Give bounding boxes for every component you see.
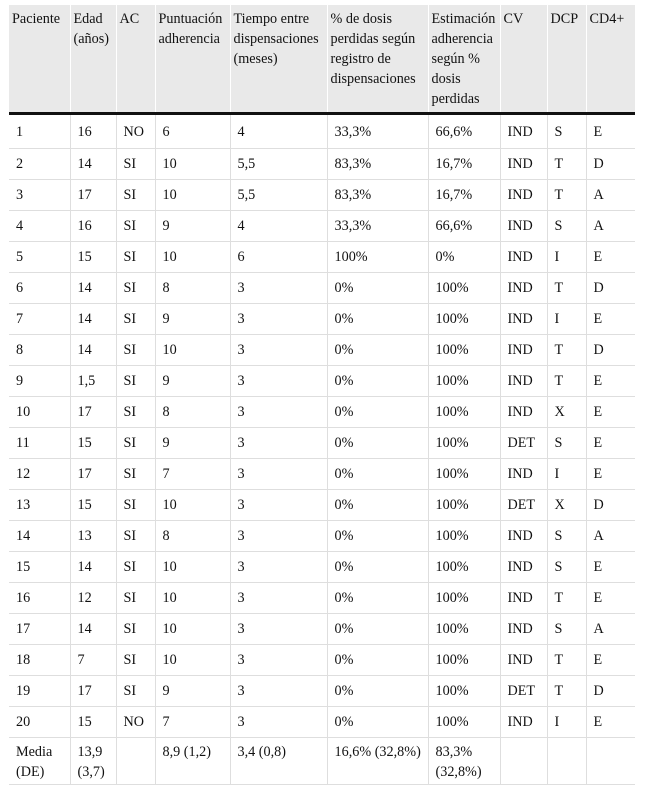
col-cd4-cell: D <box>586 149 635 180</box>
col-estimacion-cell: 100% <box>428 397 500 428</box>
col-paciente-cell: 3 <box>9 180 70 211</box>
col-cd4-cell: E <box>586 428 635 459</box>
col-tiempo-cell: 4 <box>230 211 327 242</box>
col-paciente-cell: 14 <box>9 521 70 552</box>
col-cv-header: CV <box>500 5 547 114</box>
col-tiempo-cell: 3 <box>230 614 327 645</box>
table-row <box>9 459 635 490</box>
col-estimacion-cell: 100% <box>428 428 500 459</box>
col-edad-header: Edad (años) <box>70 5 116 114</box>
col-estimacion-cell: 16,7% <box>428 180 500 211</box>
col-tiempo-cell: 3 <box>230 335 327 366</box>
col-tiempo-cell: 3 <box>230 397 327 428</box>
table-row <box>9 180 635 211</box>
col-puntuacion-cell: 10 <box>155 490 230 521</box>
col-puntuacion-cell: 10 <box>155 614 230 645</box>
col-dosis-perdidas-cell: 83,3% <box>327 180 428 211</box>
col-ac-cell: SI <box>116 614 155 645</box>
col-puntuacion-cell: 10 <box>155 645 230 676</box>
col-dosis-perdidas-cell: 0% <box>327 676 428 707</box>
col-cv-cell: IND <box>500 211 547 242</box>
col-estimacion-cell: 100% <box>428 521 500 552</box>
col-estimacion-cell: 100% <box>428 335 500 366</box>
col-ac-cell: SI <box>116 366 155 397</box>
col-dosis-perdidas-cell: 0% <box>327 552 428 583</box>
col-tiempo-cell: 3 <box>230 366 327 397</box>
col-cv-cell: IND <box>500 242 547 273</box>
col-cv-cell: DET <box>500 676 547 707</box>
col-edad-cell: 14 <box>70 552 116 583</box>
col-paciente-cell: 9 <box>9 366 70 397</box>
col-dosis-perdidas-cell: 100% <box>327 242 428 273</box>
col-tiempo-cell: 3 <box>230 645 327 676</box>
col-cd4-cell: A <box>586 180 635 211</box>
table-row <box>9 366 635 397</box>
col-dosis-perdidas-cell: 0% <box>327 459 428 490</box>
col-dcp-cell: T <box>547 676 586 707</box>
col-ac-cell: SI <box>116 521 155 552</box>
col-estimacion-cell: 100% <box>428 707 500 738</box>
col-cd4-header: CD4+ <box>586 5 635 114</box>
col-dcp-cell: S <box>547 552 586 583</box>
col-ac-cell: SI <box>116 335 155 366</box>
col-cd4-summary-cell <box>586 738 635 785</box>
table-row <box>9 242 635 273</box>
col-tiempo-cell: 3 <box>230 521 327 552</box>
col-cd4-cell: D <box>586 676 635 707</box>
col-estimacion-cell: 0% <box>428 242 500 273</box>
col-cv-cell: IND <box>500 366 547 397</box>
col-paciente-cell: 17 <box>9 614 70 645</box>
table-row <box>9 676 635 707</box>
col-ac-cell: SI <box>116 180 155 211</box>
col-cd4-cell: D <box>586 335 635 366</box>
col-estimacion-cell: 100% <box>428 459 500 490</box>
col-dosis-perdidas-cell: 83,3% <box>327 149 428 180</box>
col-puntuacion-cell: 10 <box>155 149 230 180</box>
patient-adherence-table <box>9 5 635 785</box>
col-ac-cell: SI <box>116 645 155 676</box>
col-dcp-cell: S <box>547 614 586 645</box>
col-dcp-cell: I <box>547 242 586 273</box>
col-estimacion-cell: 66,6% <box>428 211 500 242</box>
col-cd4-cell: D <box>586 273 635 304</box>
col-ac-cell: SI <box>116 273 155 304</box>
col-ac-cell: SI <box>116 552 155 583</box>
col-dosis-perdidas-cell: 0% <box>327 490 428 521</box>
col-cv-cell: IND <box>500 645 547 676</box>
col-dcp-cell: T <box>547 645 586 676</box>
col-edad-cell: 14 <box>70 304 116 335</box>
col-edad-cell: 15 <box>70 428 116 459</box>
col-dcp-cell: T <box>547 273 586 304</box>
col-paciente-cell: 2 <box>9 149 70 180</box>
col-tiempo-cell: 5,5 <box>230 180 327 211</box>
col-edad-cell: 15 <box>70 707 116 738</box>
col-tiempo-cell: 3 <box>230 459 327 490</box>
col-puntuacion-cell: 10 <box>155 335 230 366</box>
col-ac-cell: SI <box>116 242 155 273</box>
col-dcp-cell: I <box>547 707 586 738</box>
col-cv-cell: IND <box>500 304 547 335</box>
col-cd4-cell: E <box>586 397 635 428</box>
col-paciente-cell: 19 <box>9 676 70 707</box>
col-cd4-cell: A <box>586 211 635 242</box>
col-puntuacion-cell: 10 <box>155 552 230 583</box>
table-row <box>9 211 635 242</box>
col-cd4-cell: E <box>586 366 635 397</box>
col-paciente-cell: 8 <box>9 335 70 366</box>
col-dosis-perdidas-cell: 0% <box>327 614 428 645</box>
header-row <box>9 5 635 114</box>
col-ac-cell: SI <box>116 397 155 428</box>
col-tiempo-cell: 3 <box>230 583 327 614</box>
col-edad-cell: 14 <box>70 335 116 366</box>
col-ac-cell: NO <box>116 707 155 738</box>
table-row <box>9 304 635 335</box>
col-cv-cell: IND <box>500 459 547 490</box>
col-tiempo-cell: 3 <box>230 676 327 707</box>
col-dosis-perdidas-summary-cell: 16,6% (32,8%) <box>327 738 428 785</box>
col-paciente-cell: 11 <box>9 428 70 459</box>
col-dosis-perdidas-cell: 0% <box>327 366 428 397</box>
table-row <box>9 428 635 459</box>
col-cd4-cell: E <box>586 304 635 335</box>
col-cd4-cell: A <box>586 521 635 552</box>
col-cv-summary-cell <box>500 738 547 785</box>
col-cd4-cell: D <box>586 490 635 521</box>
col-estimacion-header: Estimación adherencia según % dosis perdidas <box>428 5 500 114</box>
table-row <box>9 273 635 304</box>
col-dosis-perdidas-cell: 0% <box>327 521 428 552</box>
table-row <box>9 552 635 583</box>
table-row <box>9 490 635 521</box>
col-cd4-cell: E <box>586 114 635 149</box>
col-paciente-cell: 6 <box>9 273 70 304</box>
col-puntuacion-cell: 9 <box>155 676 230 707</box>
col-tiempo-cell: 3 <box>230 428 327 459</box>
col-dcp-cell: S <box>547 521 586 552</box>
col-edad-summary-cell: 13,9 (3,7) <box>70 738 116 785</box>
table-row <box>9 583 635 614</box>
col-edad-cell: 7 <box>70 645 116 676</box>
col-cv-cell: IND <box>500 149 547 180</box>
col-edad-cell: 1,5 <box>70 366 116 397</box>
col-tiempo-cell: 4 <box>230 114 327 149</box>
col-ac-cell: SI <box>116 149 155 180</box>
col-estimacion-cell: 100% <box>428 490 500 521</box>
col-paciente-summary-cell: Media (DE) <box>9 738 70 785</box>
col-paciente-cell: 1 <box>9 114 70 149</box>
col-dcp-cell: S <box>547 211 586 242</box>
col-estimacion-cell: 100% <box>428 304 500 335</box>
col-dcp-cell: T <box>547 335 586 366</box>
col-dosis-perdidas-header: % de dosis perdidas según registro de dispensaciones <box>327 5 428 114</box>
col-puntuacion-cell: 8 <box>155 397 230 428</box>
col-dcp-summary-cell <box>547 738 586 785</box>
col-puntuacion-cell: 9 <box>155 428 230 459</box>
col-tiempo-cell: 6 <box>230 242 327 273</box>
col-estimacion-cell: 100% <box>428 366 500 397</box>
col-dcp-cell: S <box>547 428 586 459</box>
col-cd4-cell: E <box>586 552 635 583</box>
col-ac-cell: NO <box>116 114 155 149</box>
col-paciente-cell: 7 <box>9 304 70 335</box>
col-tiempo-cell: 3 <box>230 490 327 521</box>
col-edad-cell: 14 <box>70 614 116 645</box>
col-edad-cell: 17 <box>70 180 116 211</box>
table-row <box>9 614 635 645</box>
col-dcp-cell: T <box>547 180 586 211</box>
col-ac-cell: SI <box>116 490 155 521</box>
col-cv-cell: IND <box>500 335 547 366</box>
col-puntuacion-cell: 8 <box>155 273 230 304</box>
col-dosis-perdidas-cell: 0% <box>327 335 428 366</box>
col-cd4-cell: E <box>586 459 635 490</box>
col-estimacion-cell: 100% <box>428 583 500 614</box>
col-dosis-perdidas-cell: 0% <box>327 583 428 614</box>
table-body <box>9 114 635 785</box>
col-estimacion-summary-cell: 83,3% (32,8%) <box>428 738 500 785</box>
col-ac-cell: SI <box>116 459 155 490</box>
col-estimacion-cell: 100% <box>428 273 500 304</box>
table-row <box>9 397 635 428</box>
table-row <box>9 645 635 676</box>
col-dosis-perdidas-cell: 33,3% <box>327 114 428 149</box>
col-estimacion-cell: 100% <box>428 645 500 676</box>
col-puntuacion-cell: 10 <box>155 180 230 211</box>
col-dosis-perdidas-cell: 0% <box>327 397 428 428</box>
col-edad-cell: 15 <box>70 490 116 521</box>
col-cd4-cell: E <box>586 242 635 273</box>
col-cd4-cell: E <box>586 645 635 676</box>
col-cd4-cell: E <box>586 707 635 738</box>
col-cv-cell: IND <box>500 521 547 552</box>
col-dcp-cell: T <box>547 149 586 180</box>
col-puntuacion-cell: 7 <box>155 707 230 738</box>
col-cd4-cell: A <box>586 614 635 645</box>
col-paciente-header: Paciente <box>9 5 70 114</box>
col-dosis-perdidas-cell: 0% <box>327 304 428 335</box>
col-tiempo-cell: 3 <box>230 273 327 304</box>
col-paciente-cell: 5 <box>9 242 70 273</box>
col-ac-cell: SI <box>116 211 155 242</box>
col-puntuacion-cell: 9 <box>155 366 230 397</box>
col-puntuacion-summary-cell: 8,9 (1,2) <box>155 738 230 785</box>
col-cv-cell: IND <box>500 114 547 149</box>
col-puntuacion-cell: 8 <box>155 521 230 552</box>
table-row <box>9 149 635 180</box>
col-cv-cell: IND <box>500 552 547 583</box>
col-estimacion-cell: 100% <box>428 614 500 645</box>
col-tiempo-header: Tiempo entre dispensaciones (meses) <box>230 5 327 114</box>
col-dcp-cell: S <box>547 114 586 149</box>
col-tiempo-summary-cell: 3,4 (0,8) <box>230 738 327 785</box>
col-estimacion-cell: 16,7% <box>428 149 500 180</box>
col-paciente-cell: 16 <box>9 583 70 614</box>
col-estimacion-cell: 100% <box>428 552 500 583</box>
summary-row <box>9 738 635 785</box>
col-edad-cell: 17 <box>70 397 116 428</box>
col-edad-cell: 13 <box>70 521 116 552</box>
col-paciente-cell: 4 <box>9 211 70 242</box>
col-dcp-cell: X <box>547 490 586 521</box>
col-dcp-header: DCP <box>547 5 586 114</box>
col-dcp-cell: I <box>547 459 586 490</box>
table-row <box>9 114 635 149</box>
col-tiempo-cell: 3 <box>230 707 327 738</box>
col-dcp-cell: X <box>547 397 586 428</box>
col-puntuacion-cell: 10 <box>155 583 230 614</box>
col-dcp-cell: I <box>547 304 586 335</box>
col-paciente-cell: 18 <box>9 645 70 676</box>
col-ac-cell: SI <box>116 583 155 614</box>
table-row <box>9 521 635 552</box>
col-edad-cell: 17 <box>70 676 116 707</box>
col-estimacion-cell: 66,6% <box>428 114 500 149</box>
col-dosis-perdidas-cell: 33,3% <box>327 211 428 242</box>
col-edad-cell: 15 <box>70 242 116 273</box>
col-ac-cell: SI <box>116 428 155 459</box>
col-dosis-perdidas-cell: 0% <box>327 645 428 676</box>
col-puntuacion-cell: 9 <box>155 211 230 242</box>
col-cv-cell: IND <box>500 180 547 211</box>
col-dosis-perdidas-cell: 0% <box>327 428 428 459</box>
col-paciente-cell: 13 <box>9 490 70 521</box>
col-puntuacion-cell: 9 <box>155 304 230 335</box>
col-cv-cell: IND <box>500 583 547 614</box>
col-edad-cell: 14 <box>70 273 116 304</box>
col-ac-cell: SI <box>116 304 155 335</box>
col-estimacion-cell: 100% <box>428 676 500 707</box>
col-paciente-cell: 20 <box>9 707 70 738</box>
col-ac-summary-cell <box>116 738 155 785</box>
col-tiempo-cell: 3 <box>230 552 327 583</box>
col-dcp-cell: T <box>547 366 586 397</box>
col-cv-cell: IND <box>500 397 547 428</box>
col-tiempo-cell: 5,5 <box>230 149 327 180</box>
col-ac-cell: SI <box>116 676 155 707</box>
col-paciente-cell: 15 <box>9 552 70 583</box>
col-paciente-cell: 12 <box>9 459 70 490</box>
col-tiempo-cell: 3 <box>230 304 327 335</box>
col-cv-cell: DET <box>500 428 547 459</box>
col-cv-cell: IND <box>500 273 547 304</box>
col-ac-header: AC <box>116 5 155 114</box>
col-edad-cell: 16 <box>70 211 116 242</box>
col-puntuacion-cell: 10 <box>155 242 230 273</box>
col-edad-cell: 16 <box>70 114 116 149</box>
col-edad-cell: 17 <box>70 459 116 490</box>
col-cv-cell: IND <box>500 707 547 738</box>
table-row <box>9 335 635 366</box>
col-puntuacion-cell: 6 <box>155 114 230 149</box>
col-paciente-cell: 10 <box>9 397 70 428</box>
col-edad-cell: 14 <box>70 149 116 180</box>
table-header <box>9 5 635 114</box>
col-dosis-perdidas-cell: 0% <box>327 273 428 304</box>
col-dosis-perdidas-cell: 0% <box>327 707 428 738</box>
table-row <box>9 707 635 738</box>
col-puntuacion-cell: 7 <box>155 459 230 490</box>
col-cv-cell: DET <box>500 490 547 521</box>
col-edad-cell: 12 <box>70 583 116 614</box>
col-cd4-cell: E <box>586 583 635 614</box>
col-dcp-cell: T <box>547 583 586 614</box>
col-cv-cell: IND <box>500 614 547 645</box>
col-puntuacion-header: Puntuación adherencia <box>155 5 230 114</box>
